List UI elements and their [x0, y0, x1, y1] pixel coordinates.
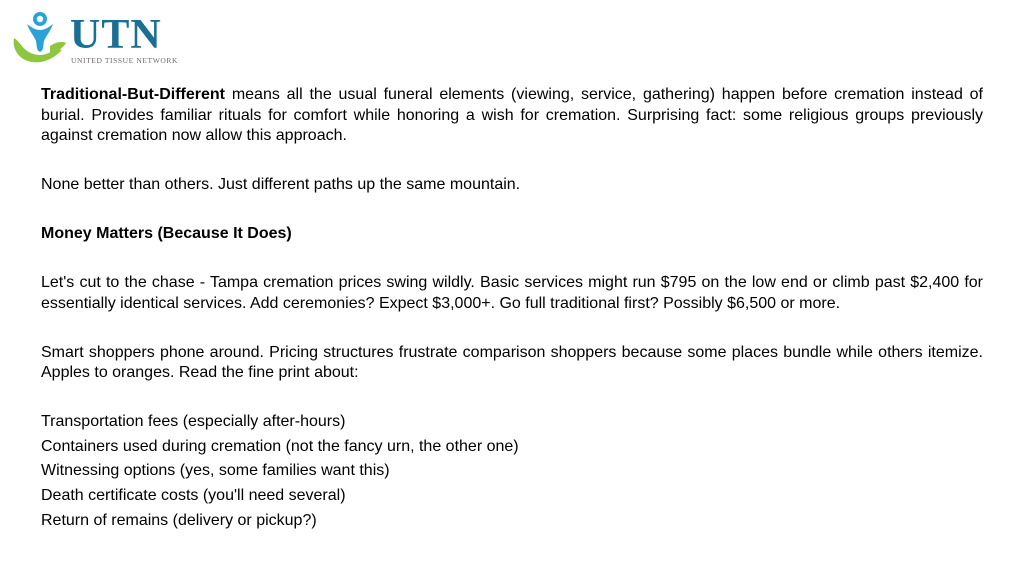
paragraph-paths: None better than others. Just different paths up the same mountain. — [41, 176, 521, 193]
document-body — [41, 85, 983, 535]
fine-print-list — [41, 412, 983, 535]
section-heading — [41, 224, 983, 245]
list-item: Death certificate costs (you'll need several) — [41, 487, 346, 505]
utn-logo — [10, 8, 190, 66]
logo-text: UTN — [70, 12, 162, 58]
hand-figure-icon — [10, 8, 68, 66]
paragraph-shoppers: Smart shoppers phone around. Pricing structures frustrate comparison shoppers because some places bundle while others itemize. Apples to oranges. Read the fine print about: — [41, 343, 983, 381]
list-item: Return of remains (delivery or pickup?) — [41, 511, 317, 529]
paragraph-lead: Traditional-But-Different — [41, 86, 225, 103]
paragraph-traditional — [41, 85, 983, 147]
paragraph-prices: Let's cut to the chase - Tampa cremation prices swing wildly. Basic services might run $795 on the low end or climb past $2,400 for essentially identical services. Add ceremonies? Expect $3,000+. Go full traditional first? Possibly $6,500 or more. — [41, 274, 983, 312]
list-item: Witnessing options (yes, some families want this) — [41, 462, 390, 480]
logo-subtitle: UNITED TISSUE NETWORK — [71, 56, 179, 65]
list-item: Containers used during cremation (not the fancy urn, the other one) — [41, 437, 519, 455]
paragraph-text: means all the usual funeral elements (viewing, service, gathering) happen before cremation instead of burial. Provides familiar rituals for comfort while honoring a wish for cremation. Surprising fact: some religious groups previously against cremation now allow this approach. — [41, 86, 983, 144]
section-heading-text: Money Matters (Because It Does) — [41, 225, 292, 242]
list-item: Transportation fees (especially after-hours) — [41, 413, 346, 430]
